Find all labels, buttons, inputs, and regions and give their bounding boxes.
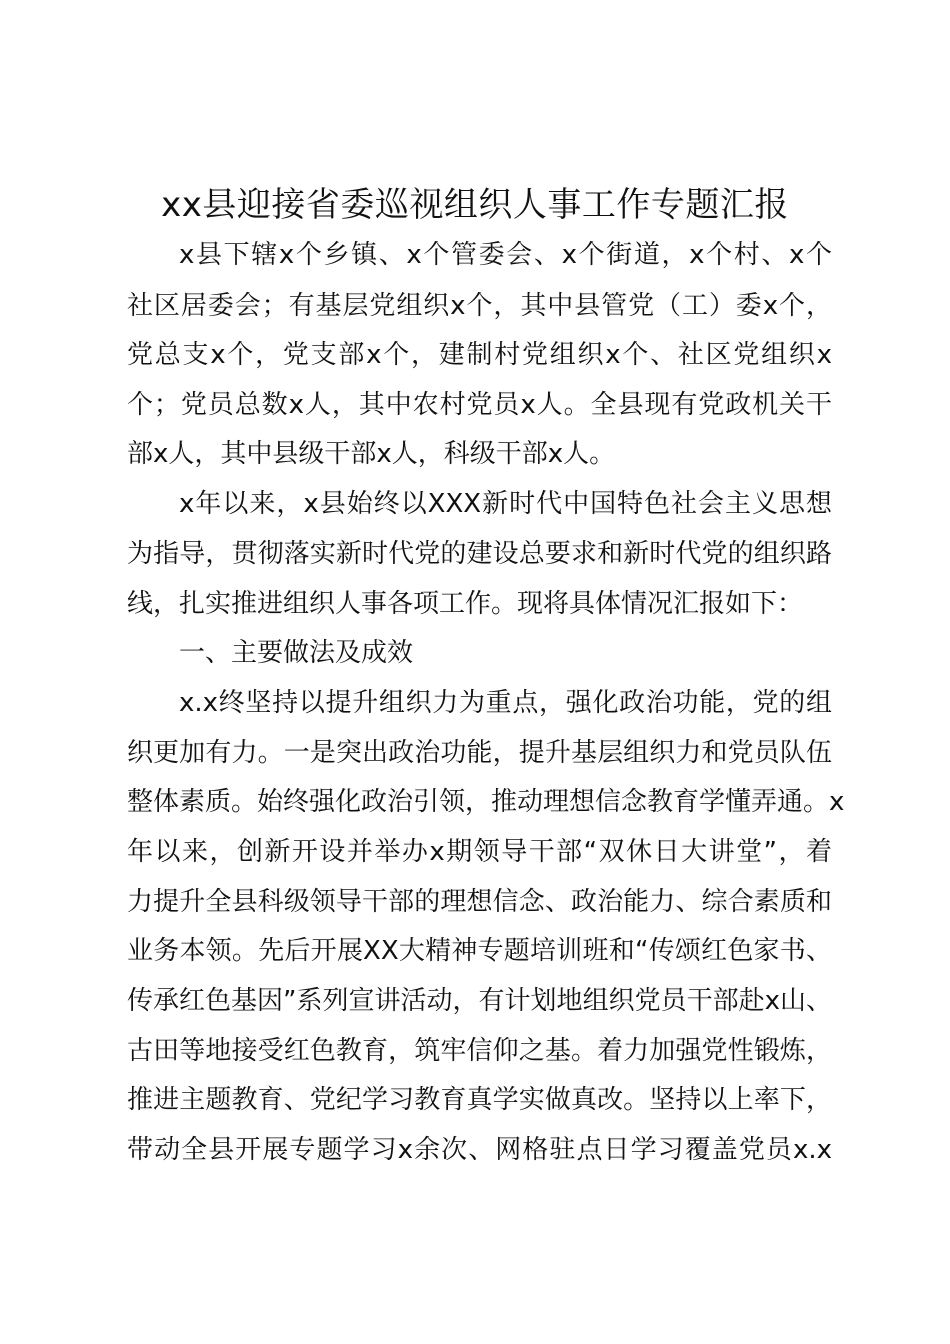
- paragraph-line: 为指导，贯彻落实新时代党的建设总要求和新时代党的组织路: [127, 539, 832, 569]
- paragraph-line: x年以来，x县始终以XXX新时代中国特色社会主义思想: [179, 489, 832, 519]
- paragraph-line: 年以来，创新开设并举办x期领导干部“双休日大讲堂”，着: [127, 837, 832, 867]
- paragraph-line: 社区居委会；有基层党组织x个，其中县管党（工）委x个，: [127, 291, 832, 321]
- paragraph-line: x.x终坚持以提升组织力为重点，强化政治功能，党的组: [179, 688, 832, 718]
- paragraph-line: 带动全县开展专题学习x余次、网格驻点日学习覆盖党员x.x: [127, 1135, 832, 1165]
- paragraph-line: x县下辖x个乡镇、x个管委会、x个街道，x个村、x个: [179, 240, 832, 270]
- document-title: xx县迎接省委巡视组织人事工作专题汇报: [161, 185, 789, 225]
- paragraph-line: 织更加有力。一是突出政治功能，提升基层组织力和党员队伍: [127, 738, 832, 768]
- paragraph-line: 古田等地接受红色教育，筑牢信仰之基。着力加强党性锻炼，: [127, 1036, 832, 1066]
- paragraph-line: 线，扎实推进组织人事各项工作。现将具体情况汇报如下：: [127, 589, 804, 619]
- paragraph-line: 传承红色基因”系列宣讲活动，有计划地组织党员干部赴x山、: [127, 986, 832, 1016]
- paragraph-line: 个；党员总数x人，其中农村党员x人。全县现有党政机关干: [127, 390, 832, 420]
- paragraph-line: 业务本领。先后开展XX大精神专题培训班和“传颂红色家书、: [127, 936, 832, 966]
- paragraph-line: 整体素质。始终强化政治引领，推动理想信念教育学懂弄通。x: [127, 787, 845, 817]
- paragraph-line: 部x人，其中县级干部x人，科级干部x人。: [127, 439, 616, 469]
- section-heading: 一、主要做法及成效: [179, 638, 414, 668]
- paragraph-line: 力提升全县科级领导干部的理想信念、政治能力、综合素质和: [127, 887, 832, 917]
- paragraph-line: 推进主题教育、党纪学习教育真学实做真改。坚持以上率下，: [127, 1085, 832, 1115]
- paragraph-line: 党总支x个，党支部x个，建制村党组织x个、社区党组织x: [127, 340, 832, 370]
